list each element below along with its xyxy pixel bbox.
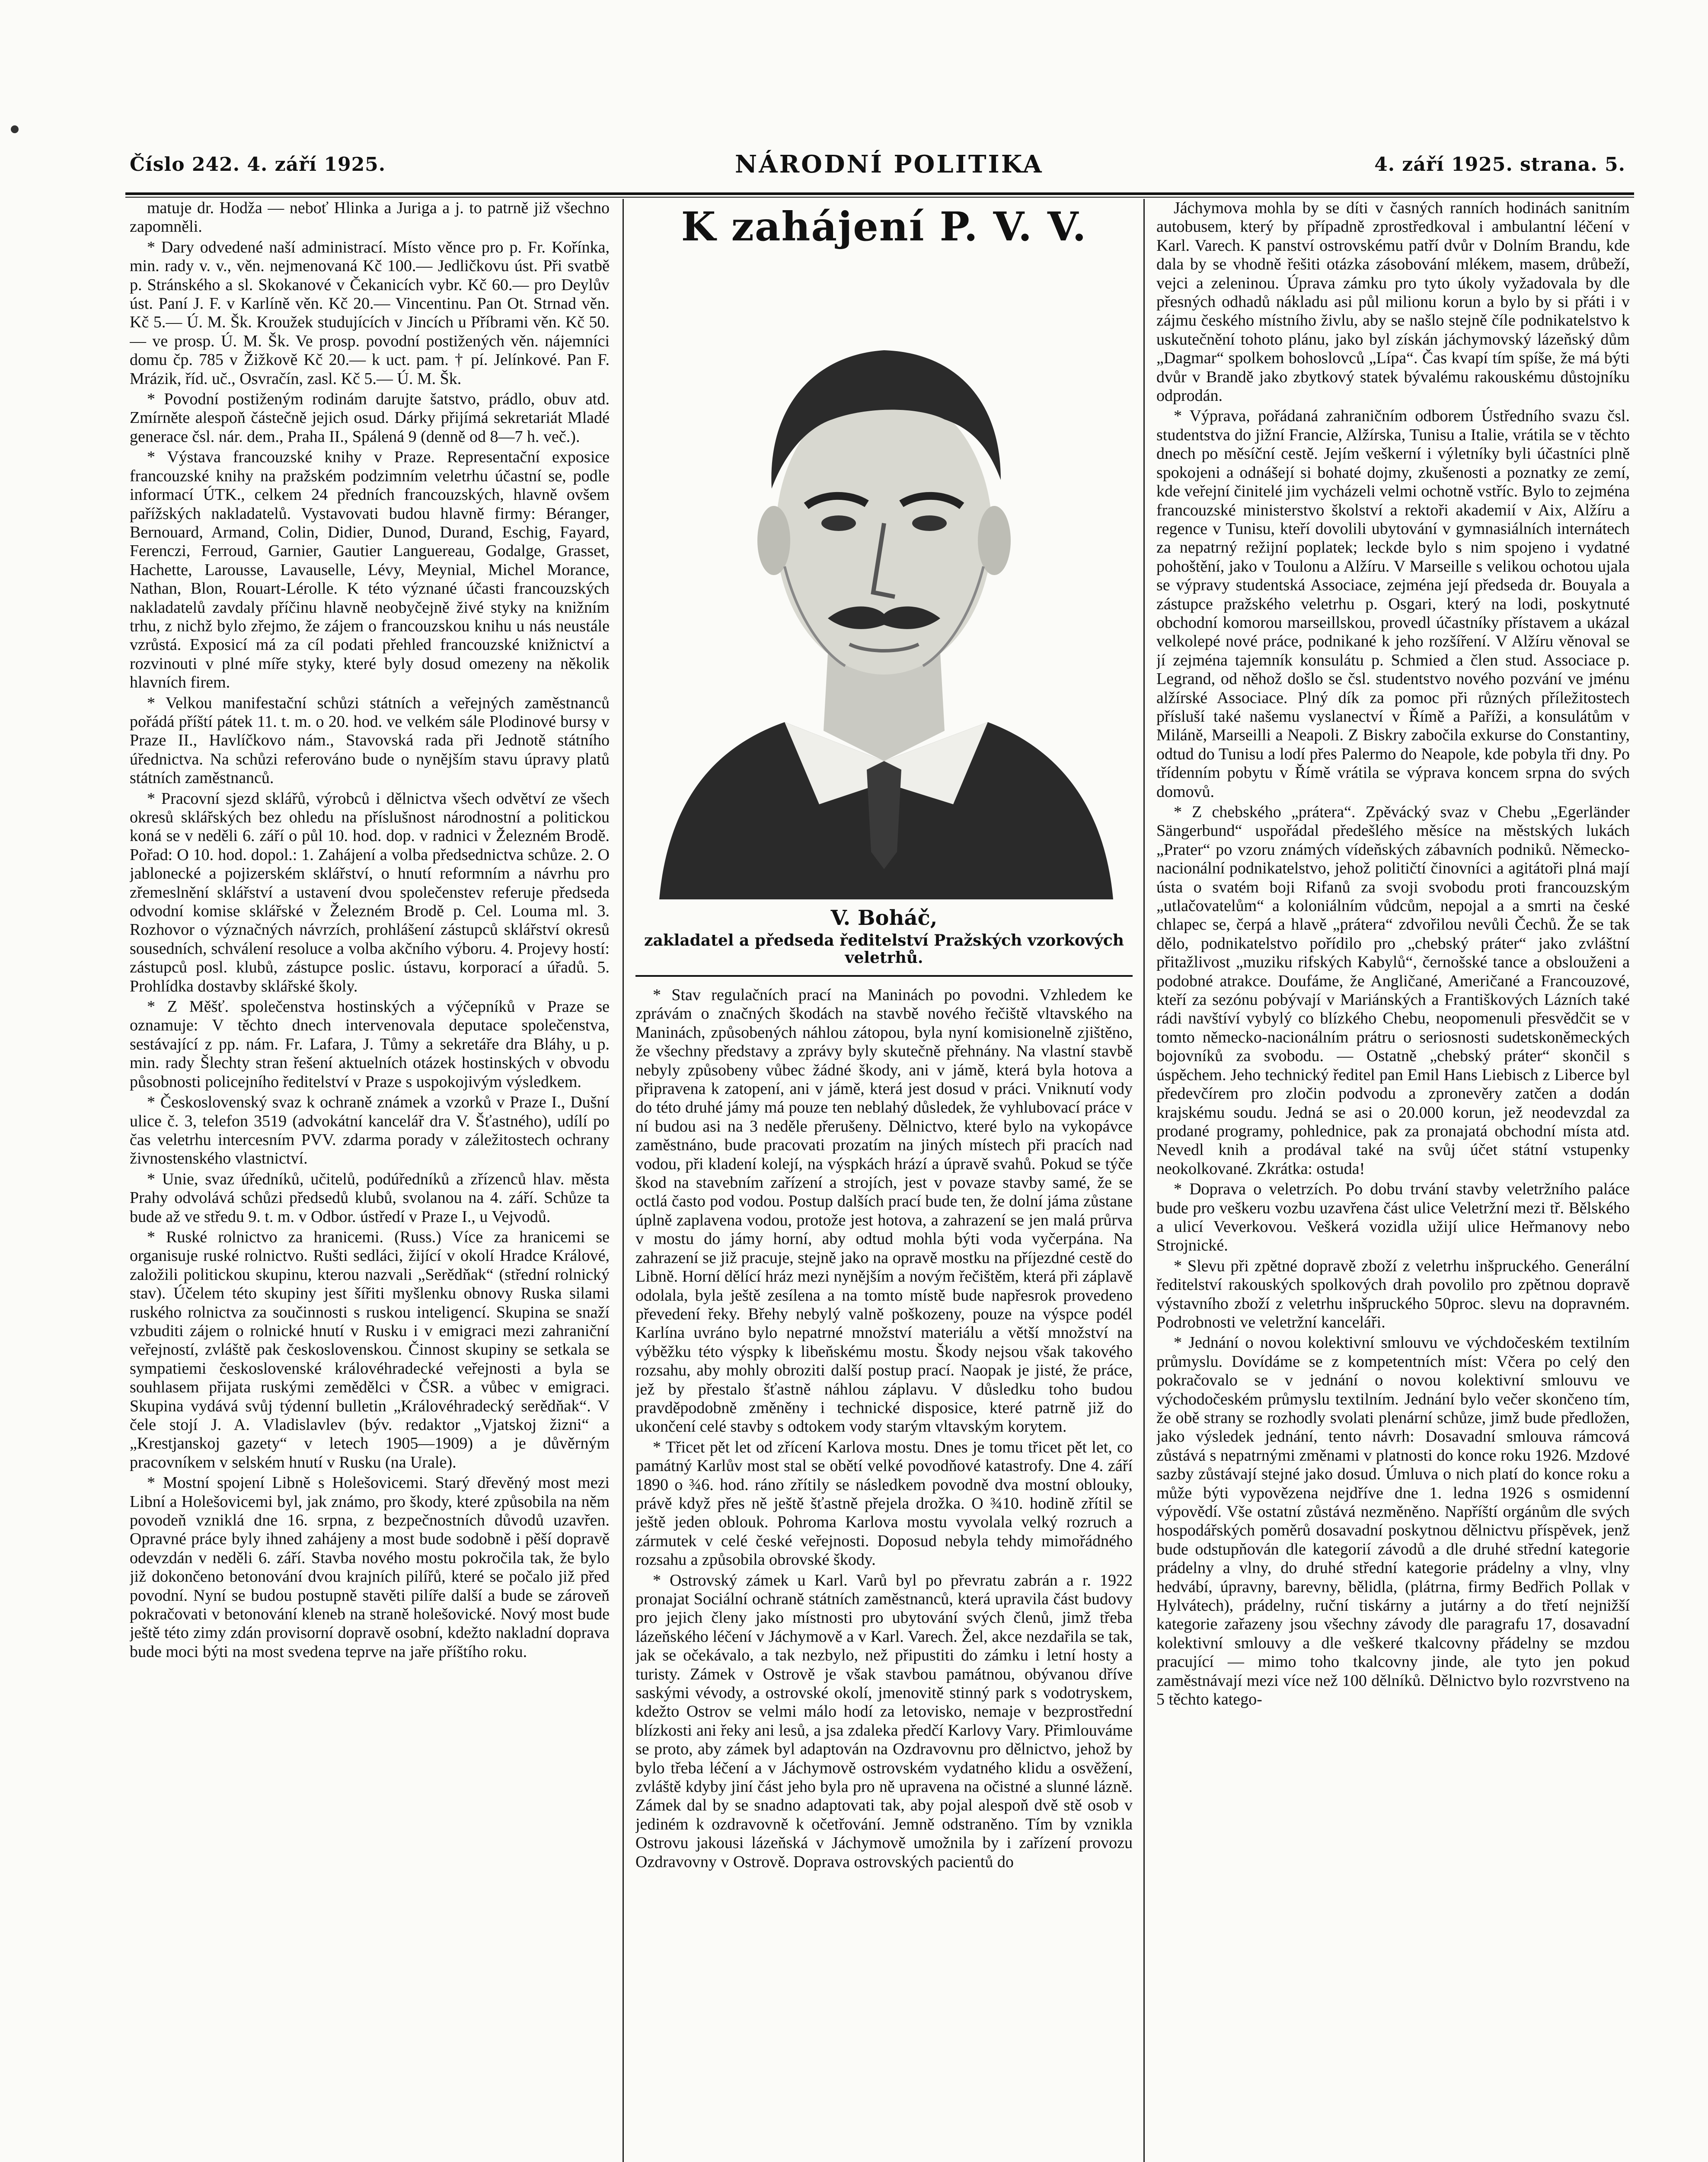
paragraph: * Doprava o veletrzích. Po dobu trvání stavby veletržního paláce bude pro veškeru vozbu uzavřena část ulice Veletržní mezi tř. Bělského a ulicí Veverkovou. Veškerá vozidla užijí ulice Heřmanovy nebo Strojnické. [1156, 1180, 1630, 1255]
caption-rule [635, 975, 1133, 977]
article-column-1 [130, 199, 610, 2162]
article-column-2 [635, 986, 1133, 2162]
paragraph: * Výprava, pořádaná zahraničním odborem Ústředního svazu čsl. studentstva do jižní Francie, Alžírska, Tunisu a Italie, vrátila se v těchto dnech po měsíční cestě. Jejím veškerní i výletníky byli účastníci plně spokojeni a odnášejí si bohaté dojmy, zkušenosti a poznatky ze zemí, kde veřejní činitelé jim vycházeli velmi ochotně vstříc. Bylo to zejména francouzské ministerstvo školství a rektoři akademií v Aix, Alžíru a regence v Tunisu, kteří dovolili ubytování v gymnasiálních internátech za nepatrný režijní poplatek; leckde bylo s nim spojeno i vydatné pohoštění, jako v Toulonu a Alžíru. V Marseille s velikou ochotou ujala se výpravy studentská Associace, zejména její předseda dr. Bouyala a zástupce pražského veletrhu p. Osgari, který na lodi, poskytnuté obchodní komorou marseillskou, provedl účastníky přístavem a ukázal velkolepé nové práce, podnikané k jeho rozšíření. V Alžíru věnoval se jí zejména tajemník konsulátu p. Schmied a člen stud. Associace p. Legrand, od něhož došlo se čsl. studentstvo nového pozvání ve jménu alžírské Associace. Plný dík za pomoc při různých příležitostech přísluší také našemu vyslanectví v Římě a Paříži, a konsulátům v Miláně, Marseilli a Neapoli. Z Biskry zabočila exkurse do Constantiny, odtud do Tunisu a lodí přes Palermo do Neapole, kde pobyla tři dny. Po třídenním pobytu v Římě vrátila se výprava koncem srpna do svých domovů. [1156, 407, 1630, 801]
portrait-caption-description: zakladatel a předseda ředitelství Pražských vzorkových veletrhů. [644, 931, 1124, 967]
paragraph: matuje dr. Hodža — neboť Hlinka a Juriga a j. to patrně již všechno zapomněli. [130, 199, 610, 236]
paragraph: * Ostrovský zámek u Karl. Varů byl po převratu zabrán a r. 1922 pronajat Sociální ochraně státních zaměstnanců, která upravila část budovy pro jejich členy jako místnosti pro ubytování svých členů, jimž třeba lázeňského léčení v Jáchymově a v Karl. Varech. Žel, akce nezdařila se tak, jak se očekávalo, a tak nezbylo, než připustiti do zámku i letní hosty a turisty. Zámek v Ostrově je však stavbou památnou, obývanou dříve saskými vévody, a ostrovské okolí, jmenovitě stinný park s vodotryskem, kdežto Ostrov se velmi málo hodí za letovisko, nemaje v bezprostřední blízkosti ani řeky ani lesů, a jsa zdaleka předčí Karlovy Vary. Přimlouváme se proto, aby zámek byl adaptován na Ozdravovnu pro dělnictvo, jehož by bylo třeba léčení a v Jáchymově ostrovském vydatného klidu a osvěžení, zvláště kdyby jiní část jeho byla pro ně upravena na očistné a slunné lázně. Zámek dal by se snadno adaptovati tak, aby pojal alespoň dvě stě osob v jediném k ozdravovně k očetřování. Jemně odstraněno. Tím by vznikla Ostrovu jakousi lázeňská v Jáchymově umožnila by i zařízení provozu Ozdravovny v Ostrově. Doprava ostrovských pacientů do [635, 1571, 1133, 1871]
paragraph: * Jednání o novou kolektivní smlouvu ve výchdočeském textilním průmyslu. Dovídáme se z kompetentních míst: Včera po celý den pokračovalo se v jednání o novou kolektivní smlouvu ve východočeském průmyslu textilním. Jednání bylo večer skončeno tím, že obě strany se rozhodly svolati plenární schůze, jimž bude předložen, jako výsledek jednání, tento návrh: Dosavadní smlouva rámcová zůstává s nepatrnými změnami v platnosti do konce roku 1926. Mzdové sazby zůstávají stejné jako dosud. Úmluva o nich platí do konce roku a může býti vypovězena nejdříve dne 1. ledna 1926 s osmidenní výpovědí. Vše ostatní zůstává nezměněno. Napříští orgánům dle svých hospodářských poměrů dosavadní poskytnou dělnictvu příspěvek, jenž bude odstupňován dle kategorií závodů a dle druhé střední kategorie prádelny a vlny, do druhé střední kategorie prádelny a vlny, vlny hedvábí, úpravny, barevny, bělidla, (plátrna, firmy Bedřich Pollak v Hylvátech), prádelny, ruční tiskárny a jutárny a do třetí nejnižší kategorie zařazeny jsou všechny závody dle paragrafu 17, dosavadní kolektivní smlouvy a dle veškeré tkalcovny přádelny se mzdou pracující — mimo toho tkalcovny jinde, ale tyto jen pokud zaměstnávají mezi více než 100 dělníků. Dělnictvo bylo rozvrstveno na 5 těchto katego- [1156, 1334, 1630, 1709]
paragraph: * Velkou manifestační schůzi státních a veřejných zaměstnanců pořádá příští pátek 11. t. m. o 20. hod. ve velkém sále Plodinové bursy v Praze II., Havlíčkovo nám., Stavovská rada při Jednotě státního úřednictva. Na schůzi referováno bude o nynějším stavu úpravy platů státních zaměstnanců. [130, 694, 610, 787]
column-divider [1143, 199, 1145, 2162]
paragraph: * Povodní postiženým rodinám darujte šatstvo, prádlo, obuv atd. Zmírněte alespoň částečně jejich osud. Dárky přijímá sekretariát Mladé generace čsl. nár. dem., Praha II., Spálená 9 (denně od 8—7 h. več.). [130, 390, 610, 446]
paragraph: * Ruské rolnictvo za hranicemi. (Russ.) Více za hranicemi se organisuje ruské rolnictvo. Rušti sedláci, žijící v okolí Hradce Králové, založili politickou skupinu, kterou nazvali „Serědňak“ (střední rolnický stav). Účelem této skupiny jest šířiti myšlenku obnovy Ruska silami ruského rolnictva za součinnosti s ruskou inteligencí. Skupina se snaží vzbuditi zájem o rolnické hnutí v Rusku i v emigraci mezi zahraniční veřejností, zvláště pak československou. Činnost skupiny se setkala se sympatiemi československé královéhradecké veřejnosti a byla se souhlasem přijata ruskými zemědělci v ČSR. a vůbec v emigraci. Skupina vydává svůj týdenní bulletin „Královéhradecký serědňak“. V čele stojí J. A. Vladislavlev (býv. redaktor „Vjatskoj žizni“ a „Krestjanskoj gazety“ v letech 1905—1909) a je důvěrným pracovníkem v selském hnutí v Rusku (na Urale). [130, 1228, 610, 1471]
portrait-caption-name: V. Boháč, [830, 906, 938, 930]
masthead-title: NÁRODNÍ POLITIKA [735, 150, 1044, 179]
paragraph: * Výstava francouzské knihy v Praze. Representační exposice francouzské knihy na pražském podzimním veletrhu účastní se, podle informací ÚTK., celkem 24 předních francouzských, hlavně ovšem pařížských nakladatelů. Vystavovati budou hlavně firmy: Béranger, Bernouard, Armand, Colin, Didier, Dunod, Durand, Eschig, Fayard, Ferenczi, Ferroud, Garnier, Gautier Languereau, Godalge, Grasset, Hachette, Larousse, Lavauselle, Lévy, Meynial, Michel Morance, Nathan, Blon, Rouart-Lérolle. K této význané účasti francouzských nakladatelů zavdaly příčinu hlavně neobyčejně živé styky na knižním trhu, z nichž bylo zřejmo, že zájem o francouzskou knihu u nás neustále vzrůstá. Exposicí má za cíl podati přehled francouzské knižnictví a rozvinouti v plné míře styky, které byly dosud omezeny na několik hlavních firem. [130, 448, 610, 692]
paragraph: Jáchymova mohla by se díti v časných ranních hodinách sanitním autobusem, který by případně zprostředkoval i ambulantní léčení v Karl. Varech. K panství ostrovskému patří dvůr v Dolním Brandu, kde dala by se vhodně řešiti otázka zásobování mlékem, masem, drůbeží, vejci a zeleninou. Úprava zámku pro tyto úkoly vyžadovala by dle přesných odhadů nákladu asi půl milionu korun a bylo by si přáti i v zájmu českého místního živlu, aby se našlo stejně číle podnikatelstvo k uskutečnění tohoto plánu, jako byl získán jáchymovský lázeňský dům „Dagmar“ spolkem bohoslovců „Lípa“. Čas kvapí tím spíše, že má býti dvůr v Brandě jako zbytkový statek bývalému rakouskému důstojníku odprodán. [1156, 199, 1630, 405]
article-column-3 [1156, 199, 1630, 2162]
portrait-illustration [642, 264, 1126, 904]
feature-title: K zahájení P. V. V. [681, 203, 1087, 250]
paragraph: * Unie, svaz úředníků, učitelů, podúředníků a zřízenců hlav. města Prahy odvolává schůzi předsedů klubů, svolanou na 4. září. Schůze ta bude až ve středu 9. t. m. v Odbor. ústředí v Praze I., u Vejvodů. [130, 1170, 610, 1226]
paragraph: * Třicet pět let od zřícení Karlova mostu. Dnes je tomu třicet pět let, co památný Karlův most stal se obětí velké povodňové katastrofy. Dne 4. září 1890 o ¾6. hod. ráno zřítily se následkem povodně dva mostní oblouky, právě když přes ně ještě šťastně přejela drožka. O ¾10. hodině zřítil se ještě jeden oblouk. Pohroma Karlova mostu vyvolala velký rozruch a zármutek v celé české veřejnosti. Doposud nebyla tehdy mimořádného rozsahu a způsobila obrovské škody. [635, 1438, 1133, 1569]
paragraph: * Z chebského „prátera“. Zpěvácký svaz v Chebu „Egerländer Sängerbund“ uspořádal předešlého měsíce na městských lukách „Prater“ po vzoru známých vídeňských zábavních podniků. Německo-nacionální podnikatelstvo, jehož političtí činovníci a agitátoři plná mají ústa o svatém boji Rifanů za svoji svobodu proti francouzským „utlačovatelům“ a koloniálním vůdcům, nepojal a a smrti na české chlapec se, čerpá a hlavě „prátera“ zdvořilou nevůli Čechů. Že se tak dělo, podnikatelstvo pořídilo pro „chebský práter“ jako zvláštní přitažlivost „muziku rifských Kabylů“, černošské tance a obslouženi a podobné atrakce. Doufáme, že Angličané, Američané a Francouzové, kteří za sezónu pobývají v Mariánských a Františkových Lázních také rádi navštíví vybylý co blízkého Chebu, neopomenuli přesvědčit se v tomto německo-nacionálním prátru o seriosnosti sudetskoněmeckých bojovníků za svobodu. — Ostatně „chebský práter“ skončil s úspěchem. Jeho technický ředitel pan Emil Hans Liebisch z Liberce byl předevčírem pro zločin podvodu a zpronevěry zatčen a dodán krajskému soudu. Jedná se asi o 20.000 korun, jež neodevzdal za prodané programy, pohlednice, pak za pronajatá obchodní místa atd. Nevedl knih a prodával také na svůj účet státní vstupenky neokolkované. Zkrátka: ostuda! [1156, 803, 1630, 1178]
paragraph: * Stav regulačních prací na Maninách po povodni. Vzhledem ke zprávám o značných škodách na stavbě nového řečiště vltavského na Maninách, způsobených náhlou zátopou, byla nyní komisionelně zjištěno, že všechny představy a zprávy byly skutečně přehnány. Na vlastní stavbě nebyly způsobeny vůbec žádné škody, ani v jámě, která byla hotova a připravena k zatopení, ani v jámě, která jest dosud v práci. Vniknutí vody do této druhé jámy má pouze ten neblahý důsledek, že vyhlubovací práce v ní budou asi na 3 neděle přerušeny. Dělnictvo, které bylo na vykopávce zaměstnáno, bude pracovati prozatím na jiných místech při pracích nad vodou, při kladení kolejí, na výspkách hrází a úpravě svahů. Pokud se týče škod na stavebním zařízení a strojích, jest v povaze stavby samé, že se octlá často pod vodou. Postup dalších prací bude ten, že dolní jáma zůstane úplně zaplavena vodou, protože jest hotova, a zahrazení se jen malá průrva v mostu do jámy horní, aby odtud mohla býti voda vyčerpána. Na zahrazení se již pracuje, stejně jako na opravě mostku na příjezdné cestě do Libně. Horní dělící hráz mezi nynějším a novým řečištěm, která při záplavě odolala, byla ještě zesílena a na tomto místě bude napřesrok provedeno převedení řeky. Břehy nebylý valně poškozeny, pouze na výspce podél Karlína uvráno bylo nepatrné množství materiálu a větší množství na výběžku této výspky k libeňskému mostu. Škody nejsou však takového rozsahu, aby mohly obroziti další postup prací. Naopak je jisté, že práce, jež by přestalo šťastně náhlou záplavu. V důsledku toho budou pravděpodobně změněny i technické disposice, které patrně již do ukončení celé stavby s odtokem vody starým vltavským korytem. [635, 986, 1133, 1436]
paragraph: * Dary odvedené naší administrací. Místo věnce pro p. Fr. Kořínka, min. rady v. v., věn. nejmenovaná Kč 100.— Jedličkovu úst. Při svatbě p. Stránského a sl. Skokanové v Čekanicích vybr. Kč 60.— pro Deylův úst. Paní J. F. v Karlíně věn. Kč 20.— Vincentinu. Pan Ot. Strnad věn. Kč 5.— Ú. M. Šk. Kroužek studujících v Jincích u Příbrami věn. Kč 50.— ve prosp. Ú. M. Šk. Ve prosp. povodní postižených věn. nájemníci domu čp. 785 v Žižkově Kč 20.— k uct. pam. † pí. Jelínkové. Pan F. Mrázik, říd. uč., Osvračín, zasl. Kč 5.— Ú. M. Šk. [130, 238, 610, 388]
page-header [130, 150, 1625, 184]
paragraph: * Československý svaz k ochraně známek a vzorků v Praze I., Dušní ulice č. 3, telefon 3519 (advokátní kancelář dra V. Šťastného), udílí po čas veletrhu intercesním PVV. zdarma porady v záležitostech ochrany živnostenského vlastnictví. [130, 1093, 610, 1168]
column-divider [623, 199, 624, 2162]
page-speck [11, 125, 19, 133]
paragraph: * Z Měšť. společenstva hostinských a výčepníků v Praze se oznamuje: V těchto dnech intervenovala deputace společenstva, sestávající z pp. nám. Fr. Lafara, J. Tůmy a sekretáře dra Bláhy, u p. min. rady Šlechty stran řešení aktuelních otázek hostinských v obvodu působnosti policejního ředitelství v Praze s uspokojivým výsledkem. [130, 998, 610, 1091]
header-rule [125, 192, 1634, 195]
header-rule-thin [125, 197, 1634, 198]
paragraph: * Slevu při zpětné dopravě zboží z veletrhu inšpruckého. Generální ředitelství rakouských spolkových drah povolilo pro zpětnou dopravě výstavního zboží z veletrhu inšpruckého 50proc. slevu na dopravném. Podrobnosti ve veletržní kanceláři. [1156, 1257, 1630, 1331]
issue-number: Číslo 242. 4. září 1925. [130, 154, 386, 176]
paragraph: * Pracovní sjezd sklářů, výrobců i dělnictva všech odvětví ze všech okresů sklářských bez ohledu na příslušnost národnostní a politickou koná se v neděli 6. září o půl 10. hod. dop. v radnici v Železném Brodě. Pořad: O 10. hod. dopol.: 1. Zahájení a volba předsednictva schůze. 2. O jablonecké a pojizerském sklářství, o hnutí reformním a návrhu pro zřemeslnění sklářství a ustavení dvou společenstev referuje předseda odvodní komise sklářské v Železném Brodě p. Cel. Louma ml. 3. Rozhovor o význačných návrzích, prohlášení zástupců sklářství okresů sousedních, schválení resoluce a volba akčního výboru. 4. Projevy hostí: zástupců posl. klubů, zástupce poslic. ústavu, korporací a úřadů. 5. Prohlídka dostavby sklářské školy. [130, 789, 610, 995]
paragraph: * Mostní spojení Libně s Holešovicemi. Starý dřevěný most mezi Libní a Holešovicemi byl, jak známo, pro škody, které způsobila na něm povodeň vzniklá dne 16. srpna, z bezpečnostních důvodů uzavřen. Opravné práce byly ihned zahájeny a most bude sodobně i pěší dopravě odevzdán v neděli 6. září. Stavba nového mostu pokročila tak, že bylo již dokončeno betonování dvou krajních pilířů, které se počalo již před povodní. Nyní se budou postupně stavěti pilíře další a bude se zároveň pokračovati v betonování kleneb na straně holešovické. Nový most bude ještě této zimy zdán provisorní dopravě osobní, kdežto nakladní doprava bude moci býti na most svedena teprve na jaře příštího roku. [130, 1474, 610, 1661]
page-date-number: 4. září 1925. strana. 5. [1374, 154, 1625, 176]
